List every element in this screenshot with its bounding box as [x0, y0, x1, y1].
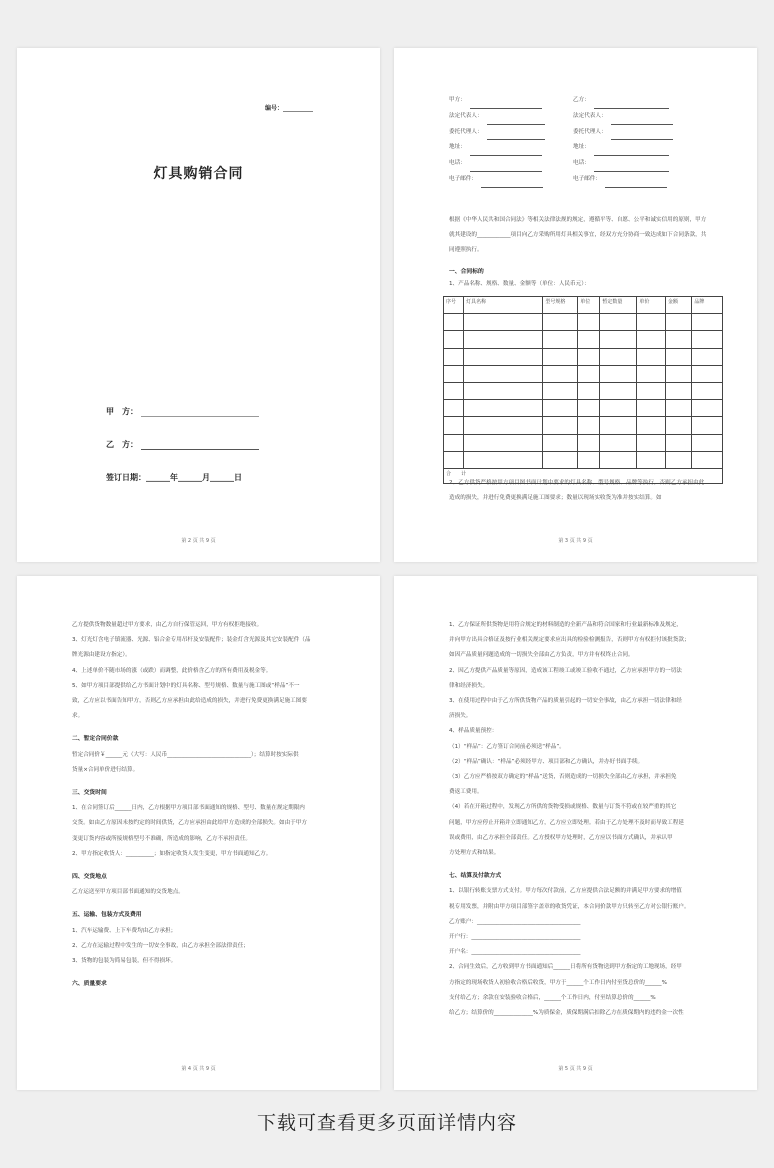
text-line: （3）乙方应严格按双方确定的“样品”送货，否则造成的一切损失全部由乙方承担，并承担免	[449, 774, 677, 781]
text-line: 方处理方式和结果。	[449, 850, 500, 857]
text-line: 律和经济损失。	[449, 682, 489, 689]
text-line: 支付给乙方；余款在安装验收合格后，______个工作日内，付至结算总价的______%	[449, 994, 656, 1001]
page-number: 第 3 页 共 9 页	[558, 538, 593, 544]
text-line: 济损失。	[449, 713, 472, 720]
item-1: 1、产品名称、规格、数量、金额等（单位：人民币元）：	[449, 281, 590, 287]
table-total-label: 合 计	[444, 468, 723, 483]
table-row	[444, 365, 723, 382]
col-header: 单位	[578, 297, 600, 314]
page-number: 第 5 页 共 9 页	[558, 1066, 593, 1072]
field-label: 电话：	[573, 160, 590, 167]
page-cover	[17, 48, 380, 562]
text-line: 乙方提供货物数量超过甲方要求，由乙方自行保管运回，甲方有权拒绝接收。	[72, 622, 263, 628]
contract-title: 灯具购销合同	[153, 166, 244, 182]
sign-date: 签订日期：______年______月______日	[106, 473, 242, 482]
text-line: 2、因乙方提供产品质量等原因，造成该工程竣工或竣工验收不通过，乙方应承担甲方的一切法	[449, 667, 682, 674]
party-a-sign	[106, 406, 259, 417]
col-header: 序号	[444, 297, 464, 314]
table-row	[444, 348, 723, 365]
page-number: 第 2 页 共 9 页	[181, 538, 216, 544]
text-line: 2、乙方在运输过程中发生的一切安全事故，由乙方承担全部法律责任；	[72, 942, 249, 949]
section-heading: 七、结算及付款方式	[449, 873, 502, 880]
party-b-sign	[106, 439, 259, 450]
table-row	[444, 400, 723, 417]
section-heading: 二、暂定合同价款	[72, 736, 119, 743]
item-2: 2、乙方供货严格按甲方项目图书面计划中要求的灯具名称、型号规格、品牌等执行，否则乙方承担由此造成的损失，并进行免费更换满足施工图要求；数量以现场实收货为准并按实结算。如	[449, 480, 705, 501]
text-line: 1、乙方保证所供货物是用符合规定的材料制造的全新产品和符合国家和行业最新标准及规定，	[449, 622, 682, 628]
text-line: 给乙方；结算价的______________%为质保金，质保期满后扣除乙方在质保期内的违约金一次性	[449, 1010, 684, 1017]
text-line: 1、在合同签订后______日内，乙方根据甲方项目部书面通知的规格、型号、数量在规定期限内	[72, 805, 305, 812]
col-header: 暂定数量	[600, 297, 637, 314]
table-row	[444, 331, 723, 348]
text-line: 5、如甲方项目部提供给乙方书面计划中的灯具名称、型号规格、数量与施工图或“样品”不一	[72, 682, 300, 689]
text-line: （1）“样品”：乙方签订合同前必须送“样品”。	[449, 743, 565, 750]
text-line: 误或费用，由乙方承担全部责任。乙方授权甲方处理时，乙方应以书面方式确认，并承认甲	[449, 834, 673, 841]
text-line: 税专用发票，并附由甲方项目部签字盖章的收货凭证，本合同价款甲方只转至乙方对公银行账户。	[449, 903, 690, 910]
section-heading: 三、交货时间	[72, 790, 107, 797]
col-header: 品牌	[692, 297, 723, 314]
text-line: 1、汽车运输费、上下车费均由乙方承担；	[72, 927, 177, 934]
terms-column	[449, 618, 709, 1021]
download-more-banner[interactable]: 下载可查看更多页面详情内容	[256, 1112, 517, 1134]
party-b-label: 乙 方：	[106, 440, 138, 449]
text-line: 如因产品质量问题造成的一切损失全部由乙方负责，甲方并有权终止合同。	[449, 652, 634, 659]
table-row	[444, 434, 723, 451]
section-1-heading: 一、合同标的	[449, 269, 484, 275]
text-line: 暂定合同价￥______元（大写：人民币______________________________）；结算时按实际供	[72, 751, 299, 758]
field-label: 电话：	[449, 160, 466, 167]
text-line: 乙方运送至甲方项目部书面通知的交货地点。	[72, 889, 184, 896]
text-line: 4、上述单价不随市场的涨（或跌）而调整，此价格含乙方的所有费用及税金等。	[72, 667, 272, 674]
text-line: 开户名：_______________________________________	[449, 949, 581, 956]
field-label: 地址：	[573, 144, 590, 151]
text-line: 3、灯光灯含电子镇流器、光源、铝合金专用吊杆及安装配件；装金灯含光源及其它安装配件（品	[72, 637, 311, 644]
terms-column	[72, 618, 332, 992]
text-line: 牌光源由建设方指定）。	[72, 652, 131, 659]
table-row	[444, 451, 723, 468]
page-number: 第 4 页 共 9 页	[181, 1066, 216, 1072]
text-line: 问题，甲方应停止开箱并立即通知乙方，乙方应立即处理。若由于乙方处理不及时而导致工程延	[449, 819, 684, 826]
col-header: 灯具名称	[464, 297, 543, 314]
field-label: 乙方：	[573, 97, 590, 103]
text-line: （4）若在开箱过程中，发现乙方所供的货物受损或规格、数量与订货不符或在较严重的其它	[449, 804, 677, 811]
table-row	[444, 417, 723, 434]
contract-number: 编号：__________	[265, 105, 314, 112]
field-label: 委托代理人：	[449, 128, 483, 135]
text-line: 3、货物的包装为简易包装，但不得损坏。	[72, 958, 177, 965]
text-line: 2、甲方指定收货人：__________；如指定收货人发生变更，甲方书面通知乙方。	[72, 850, 272, 857]
party-a-fields	[449, 93, 545, 188]
page-terms-1	[17, 576, 380, 1090]
page-terms-2	[394, 576, 757, 1090]
text-line: 方指定的现场收货人初验收合格后收货，甲方于______个工作日内付至货总价的______%	[449, 979, 667, 986]
table-row	[444, 382, 723, 399]
section-heading: 四、交货地点	[72, 874, 107, 881]
col-header: 单价	[637, 297, 666, 314]
intro-paragraph: 根据《中华人民共和国合同法》等相关法律法规的规定，遵循平等、自愿、公平和诚实信用的原则，甲方就其建设的____________项目向乙方采购所用灯具相关事宜，经双方充分协商一致达成如下合同条款，共同遵照执行。	[449, 217, 707, 253]
text-line: 并向甲方出具合格证及按行业相关规定要求应出具的检验检测报告，否则甲方有权拒付该批货款；	[449, 637, 690, 644]
section-heading: 六、质量要求	[72, 981, 107, 988]
col-header: 型号规格	[543, 297, 578, 314]
party-b-fields	[573, 93, 673, 188]
text-line: 乙方账户：_____________________________________	[449, 918, 581, 925]
text-line: 费返工费用。	[449, 789, 483, 796]
goods-table	[443, 296, 723, 484]
text-line: （2）“样品”确认：“样品”必须经甲方、项目部和乙方确认，并办好书面手续。	[449, 758, 644, 765]
section-heading: 五、运输、包装方式及费用	[72, 912, 142, 919]
col-header: 金额	[665, 297, 691, 314]
party-a-label: 甲 方：	[106, 407, 138, 416]
text-line: 2、合同生效后，乙方收到甲方书面通知后______日将所有货物送到甲方指定的工地现场，经甲	[449, 964, 682, 971]
field-label: 电子邮件：	[449, 175, 477, 182]
text-line: 4、样品质量预控：	[449, 728, 498, 735]
field-label: 法定代表人：	[449, 112, 483, 119]
text-line: 3、在使用过程中由于乙方所供货物产品的质量引起的一切安全事故，由乙方承担一切法律和经	[449, 698, 682, 705]
text-line: 开户行：_______________________________________	[449, 934, 581, 941]
page-parties	[394, 48, 757, 562]
text-line: 变更订货内容或所接规格型号不准确，所造成的影响，乙方不承担责任。	[72, 835, 252, 842]
table-header-row	[444, 297, 723, 314]
field-label: 地址：	[449, 144, 466, 151]
table-row	[444, 314, 723, 331]
field-label: 委托代理人：	[573, 128, 607, 135]
field-label: 甲方：	[449, 97, 466, 103]
field-label: 电子邮件：	[573, 175, 601, 182]
text-line: 交货。如由乙方原因未按约定的时间供货，乙方应承担由此给甲方造成的全部损失。如由于甲方	[72, 820, 307, 827]
field-label: 法定代表人：	[573, 112, 607, 119]
text-line: 1、以银行转账支票方式支付。甲方每次付款前，乙方应提供合法足额的并满足甲方要求的增值	[449, 888, 682, 895]
text-line: 求。	[72, 713, 84, 720]
text-line: 货量×合同单价进行结算。	[72, 766, 139, 773]
text-line: 致，乙方应以书面告知甲方，否则乙方应承担由此给造成的损失，并进行免费更换满足施工图要	[72, 698, 307, 705]
